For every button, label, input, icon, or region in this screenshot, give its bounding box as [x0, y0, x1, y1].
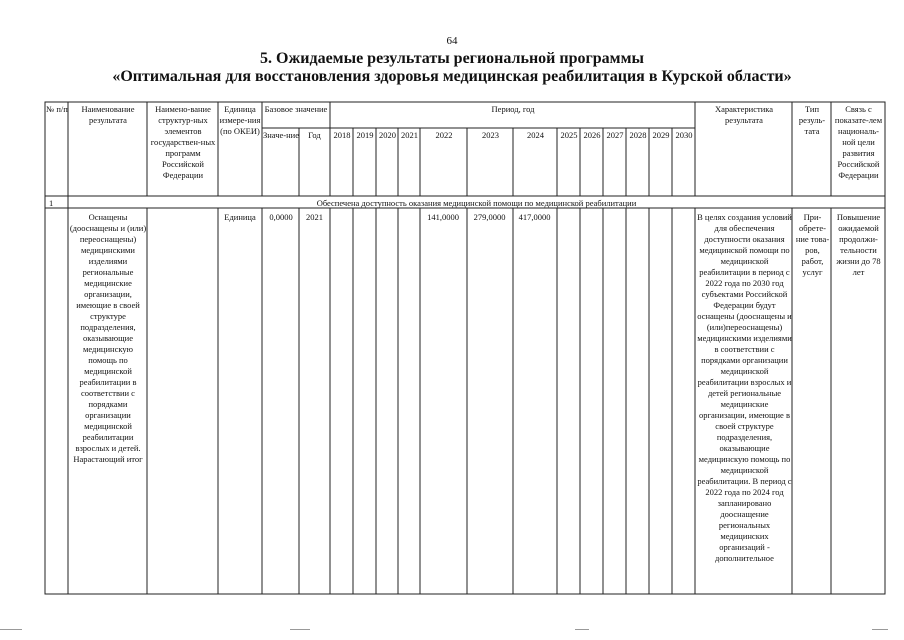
page-number: 64	[446, 35, 458, 47]
header-base: Базовое значение	[264, 104, 328, 114]
national-goal-link: Повышение ожидаемой продолжи-тельности жизни до 78 лет	[836, 212, 881, 277]
header-year-2022: 2022	[435, 130, 453, 140]
header-year-2030: 2030	[675, 130, 693, 140]
header-period: Период, год	[491, 104, 535, 114]
header-year-2019: 2019	[356, 130, 374, 140]
header-characteristic: Характеристика результата	[714, 104, 774, 125]
result-type: При-обрете-ние това-ров, работ, услуг	[795, 212, 830, 277]
header-unit: Единица измере-ния (по ОКЕИ)	[219, 104, 261, 136]
header-result-name: Наименование результата	[81, 104, 135, 125]
header-year-2024: 2024	[527, 130, 544, 140]
header-year-2021: 2021	[401, 130, 418, 140]
value-2024: 417,0000	[518, 212, 551, 222]
header-year-2028: 2028	[629, 130, 647, 140]
section-number: 1	[49, 198, 54, 208]
base-value: 0,0000	[269, 212, 293, 222]
header-base-year: Год	[308, 130, 321, 140]
section-title: Обеспечена доступность оказания медицинской помощи по медицинской реабилитации	[316, 198, 637, 208]
header-num: № п/п	[46, 104, 68, 114]
header-year-2026: 2026	[583, 130, 601, 140]
header-year-2023: 2023	[482, 130, 499, 140]
header-structural-elements: Наимено-вание структур-ных элементов государствен-ных программ Российской Федерации	[150, 104, 216, 180]
header-national-goal-link: Связь с показате-лем националь-ной цели развития Российской Федерации	[834, 104, 883, 180]
scan-edge-mark	[290, 629, 310, 630]
result-unit: Единица	[224, 212, 256, 222]
base-year: 2021	[306, 212, 323, 222]
header-year-2027: 2027	[606, 130, 624, 140]
scan-edge-mark	[872, 629, 888, 630]
scan-edge-mark	[0, 629, 22, 630]
header-year-2029: 2029	[652, 130, 670, 140]
scan-edge-mark	[575, 629, 589, 630]
header-base-value: Значе-ние	[263, 130, 299, 140]
page-title: 5. Ожидаемые результаты региональной программы	[260, 50, 644, 67]
header-year-2018: 2018	[333, 130, 351, 140]
value-2023: 279,0000	[473, 212, 506, 222]
header-result-type: Тип резуль-тата	[798, 104, 826, 136]
header-year-2025: 2025	[560, 130, 578, 140]
result-characteristic: В целях создания условий для обеспечения доступности оказания медицинской помощи по медицинской реабилитации в период с 2022 года по 2030 год субъектами Российской Федерации будут оснащены (дооснащены и (или)переоснащены) медицинскими изделиями в соответствии с порядками организации медицинской реабилитации взрослых и детей региональные медицинские организации, имеющие в своей структуре подразделения, оказывающие медицинскую помощь по медицинской реабилитации. В период с 2022 года по 2024 год запланировано дооснащение региональных медицинских организаций - дополнительное	[697, 212, 792, 563]
value-2022: 141,0000	[427, 212, 459, 222]
header-year-2020: 2020	[379, 130, 396, 140]
page-subtitle: «Оптимальная для восстановления здоровья медицинская реабилитация в Курской области»	[112, 68, 792, 85]
result-name: Оснащены (дооснащены и (или) переоснащены) медицинскими изделиями региональные медицинские организации, имеющие в своей структуре подразделения, оказывающие медицинскую помощь по медицинской реабилитации в соответствии с порядками организации медицинской реабилитации взрослых и детей. Нарастающий итог	[69, 212, 147, 464]
